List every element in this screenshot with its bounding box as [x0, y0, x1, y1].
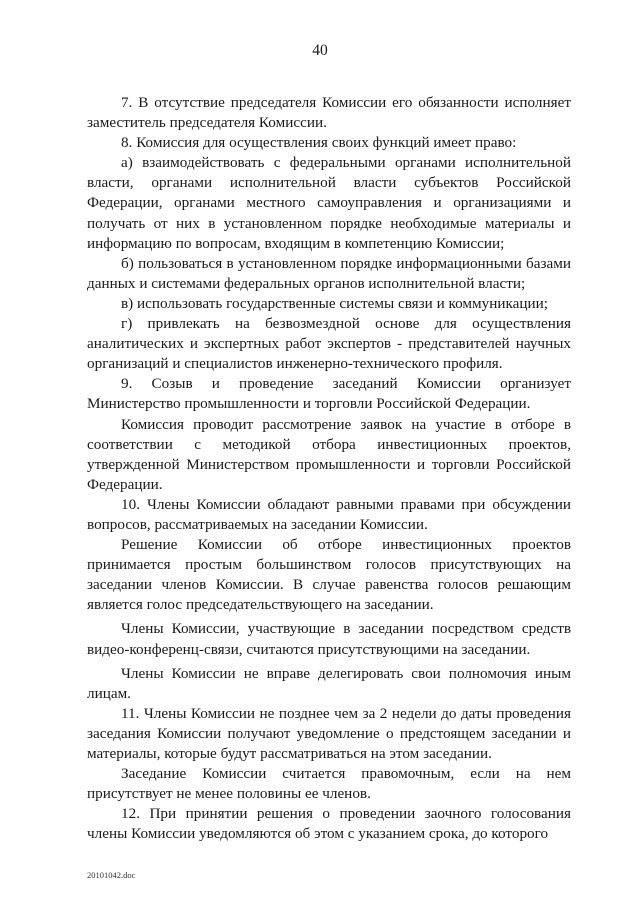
- footer-filename: 20101042.doc: [87, 870, 136, 880]
- page-number: 40: [312, 42, 328, 59]
- paragraph-8d: г) привлекать на безвозмездной основе для осуществления аналитических и экспертных работ экспертов - представителей научных организаций и специалистов инженерно-технического профиля.: [87, 315, 571, 373]
- paragraph-11-quorum: Заседание Комиссии считается правомочным, если на нем присутствует не менее половины ее членов.: [87, 765, 571, 803]
- paragraph-10: 10. Члены Комиссии обладают равными правами при обсуждении вопросов, рассматриваемых на заседании Комиссии.: [87, 495, 571, 533]
- paragraph-10-decision: Решение Комиссии об отборе инвестиционных проектов принимается простым большинством голосов присутствующих на заседании членов Комиссии. В случае равенства голосов решающим является голос председательствующего на заседании.: [87, 536, 571, 614]
- paragraph-10-delegate: Члены Комиссии не вправе делегировать свои полномочия иным лицам.: [87, 664, 571, 702]
- paragraph-8c: в) использовать государственные системы связи и коммуникации;: [121, 294, 548, 312]
- paragraph-8: 8. Комиссия для осуществления своих функций имеет право:: [121, 134, 517, 152]
- paragraph-12: 12. При принятии решения о проведении заочного голосования члены Комиссии уведомляются об этом с указанием срока, до которого: [87, 805, 571, 843]
- paragraph-11: 11. Члены Комиссии не позднее чем за 2 недели до даты проведения заседания Комиссии получают уведомление о предстоящем заседании и материалы, которые будут рассматриваться на этом заседании.: [87, 704, 571, 762]
- paragraph-10-video: Члены Комиссии, участвующие в заседании посредством средств видео-конференц-связи, считаются присутствующими на заседании.: [87, 620, 571, 658]
- paragraph-9-cont: Комиссия проводит рассмотрение заявок на участие в отборе в соответствии с методикой отбора инвестиционных проектов, утвержденной Министерством промышленности и торговли Российской Федерации.: [87, 415, 571, 493]
- document-body: [87, 93, 571, 844]
- paragraph-8b: б) пользоваться в установленном порядке информационными базами данных и системами федеральных органов исполнительной власти;: [87, 254, 571, 292]
- paragraph-8a: а) взаимодействовать с федеральными органами исполнительной власти, органами исполнительной власти субъектов Российской Федерации, органами местного самоуправления и организациями и получать от них в установленном порядке необходимые материалы и информацию по вопросам, входящим в компетенцию Комиссии;: [87, 154, 571, 252]
- paragraph-9: 9. Созыв и проведение заседаний Комиссии организует Министерство промышленности и торговли Российской Федерации.: [87, 375, 571, 413]
- paragraph-7: 7. В отсутствие председателя Комиссии его обязанности исполняет заместитель председателя Комиссии.: [87, 94, 571, 132]
